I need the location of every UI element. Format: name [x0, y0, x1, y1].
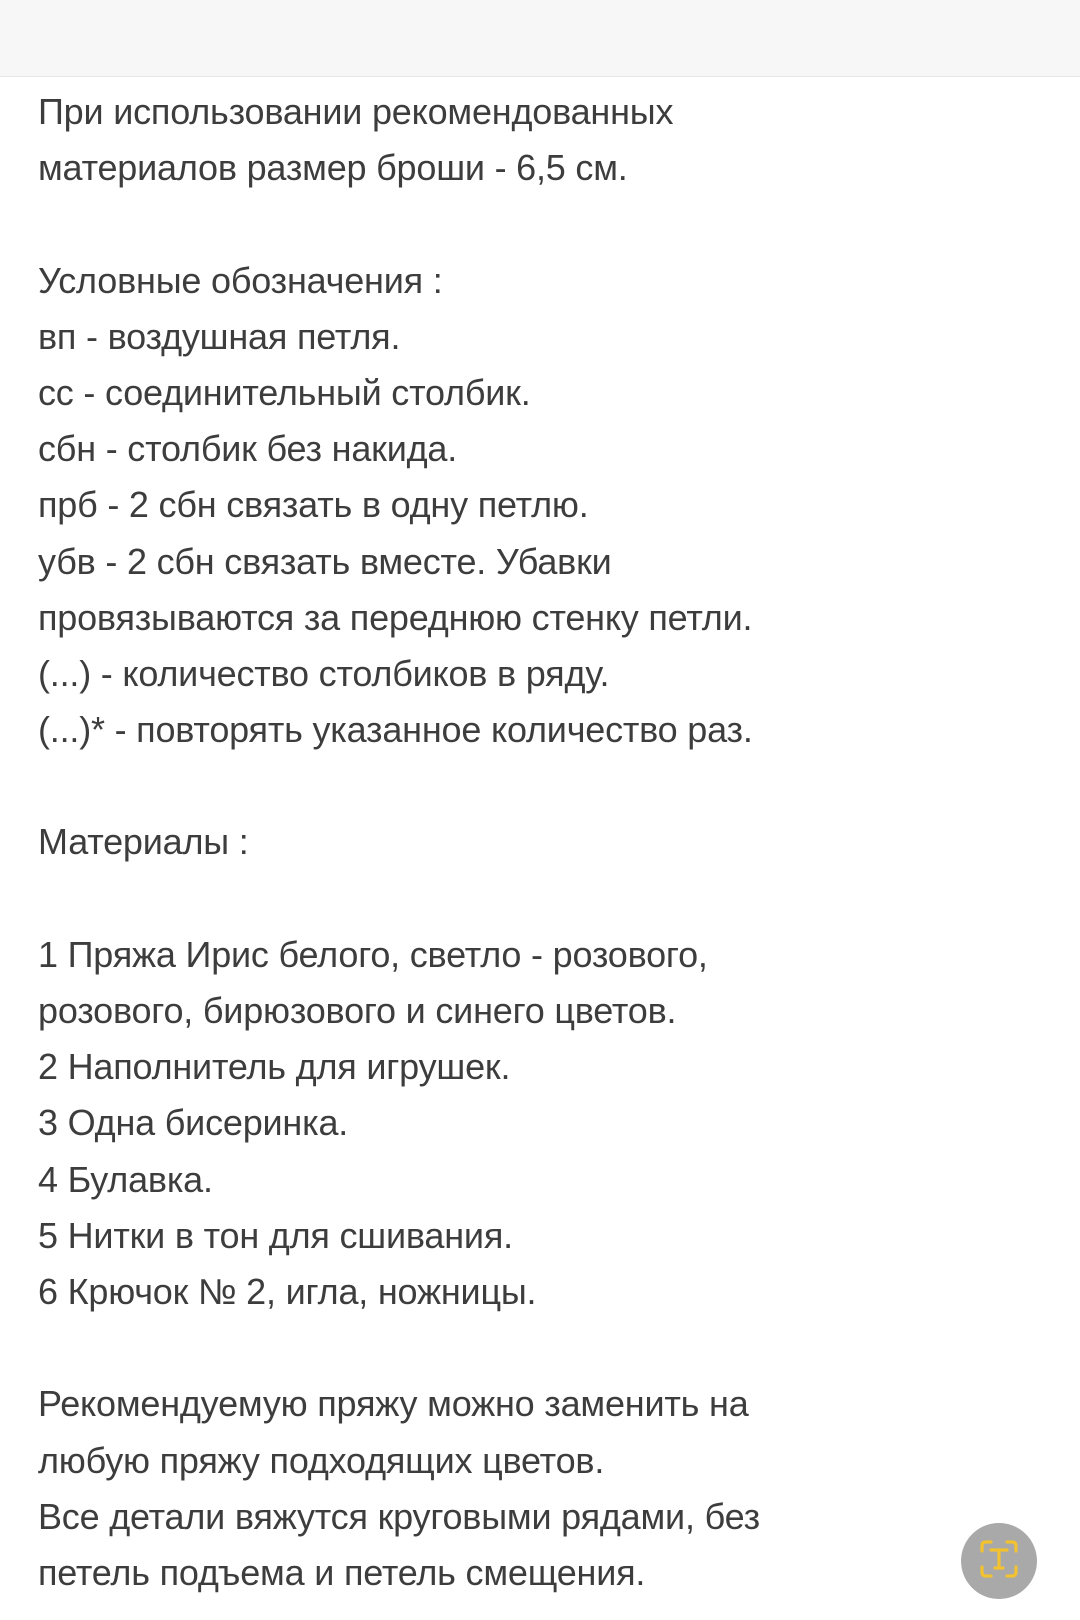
materials-item: 6 Крючок № 2, игла, ножницы.	[38, 1270, 537, 1312]
top-bar	[0, 0, 1080, 77]
paragraph-gap	[38, 758, 1038, 814]
legend-item: провязываются за переднюю стенку петли.	[38, 596, 753, 638]
materials-item: 4 Булавка.	[38, 1158, 213, 1200]
legend-item: сс - соединительный столбик.	[38, 371, 531, 413]
legend-title: Условные обозначения :	[38, 259, 443, 301]
legend-item: (...)* - повторять указанное количество раз.	[38, 709, 753, 751]
paragraph-gap	[38, 1320, 1038, 1376]
legend-item: вп - воздушная петля.	[38, 315, 401, 357]
materials-item: 5 Нитки в тон для сшивания.	[38, 1214, 513, 1256]
materials-item: розового, бирюзового и синего цветов.	[38, 990, 677, 1031]
intro-line-1: При использовании рекомендованных	[38, 91, 674, 132]
notes-line: Все детали вяжутся круговыми рядами, без	[38, 1495, 760, 1537]
notes-line: любую пряжу подходящих цветов.	[38, 1439, 605, 1481]
legend-item: прб - 2 сбн связать в одну петлю.	[38, 484, 589, 526]
materials-item: 3 Одна бисеринка.	[38, 1102, 349, 1144]
intro-line-2: материалов размер броши - 6,5 см.	[38, 147, 628, 189]
text-scan-button[interactable]	[961, 1523, 1037, 1599]
legend-item: (...) - количество столбиков в ряду.	[38, 652, 610, 694]
text-scan-icon	[977, 1537, 1021, 1586]
legend-item: убв - 2 сбн связать вместе. Убавки	[38, 540, 612, 582]
materials-title: Материалы :	[38, 821, 249, 863]
notes-line: петель подъема и петель смещения.	[38, 1551, 646, 1593]
paragraph-gap	[38, 871, 1038, 927]
notes-line: Рекомендуемую пряжу можно заменить на	[38, 1383, 749, 1425]
article-text	[38, 84, 1038, 1601]
paragraph-gap	[38, 196, 1038, 252]
materials-item: 2 Наполнитель для игрушек.	[38, 1046, 511, 1088]
materials-item: 1 Пряжа Ирис белого, светло - розового,	[38, 933, 708, 975]
legend-item: сбн - столбик без накида.	[38, 428, 458, 470]
